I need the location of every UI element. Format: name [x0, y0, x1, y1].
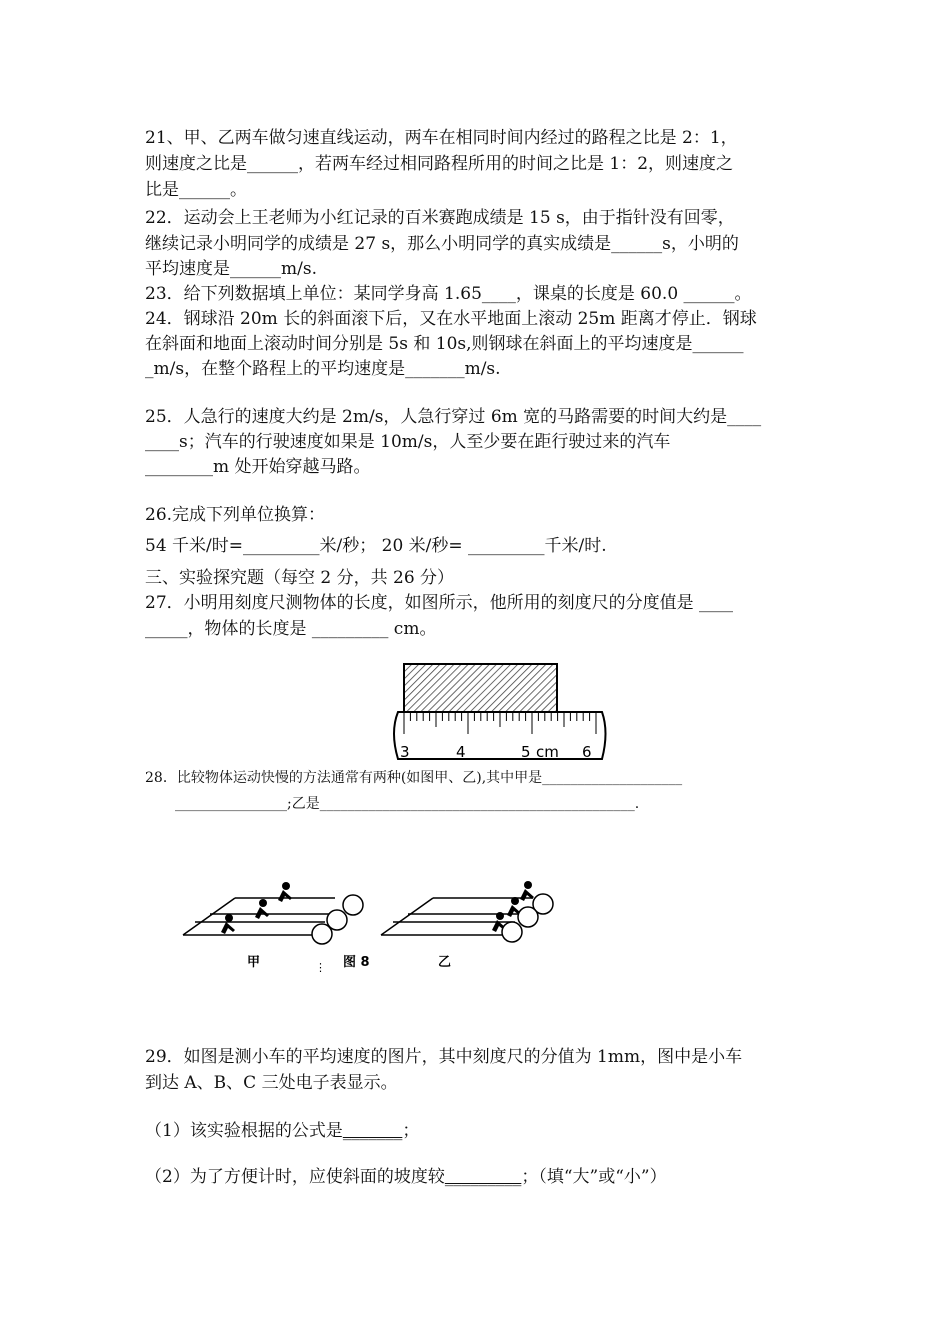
q29-part2-end: ；（填“大”或“小”）: [521, 1167, 667, 1187]
section-heading: 三、实验探究题（每空 2 分，共 26 分）: [145, 568, 455, 588]
q24-line2: 在斜面和地面上滚动时间分别是 5s 和 10s,则钢球在斜面上的平均速度是______: [145, 334, 744, 354]
q29-part2-text: （2）为了方便计时，应使斜面的坡度较: [145, 1167, 445, 1187]
q29-part1: [145, 1120, 419, 1142]
ruler-label-cm: cm: [536, 743, 559, 761]
q24-line3: _m/s，在整个路程上的平均速度是_______m/s.: [145, 359, 501, 379]
q29-part2: [145, 1166, 667, 1188]
figure-dots: ⋮: [315, 961, 326, 974]
q29-line2: 到达 A、B、C 三处电子表显示。: [145, 1073, 398, 1093]
figure-caption: 图 8: [343, 955, 370, 970]
q26-line1: 26.完成下列单位换算：: [145, 505, 326, 525]
ruler-label-3: 3: [400, 743, 410, 761]
q29-part1-end: ；: [402, 1121, 420, 1141]
ruler-label-5: 5: [521, 743, 531, 761]
runners-left: [221, 882, 292, 934]
q23-line1: 23．给下列数据填上单位：某同学身高 1.65____，课桌的长度是 60.0 ______。: [145, 284, 752, 304]
q21-line1: 21、甲、乙两车做匀速直线运动，两车在相同时间内经过的路程之比是 2：1，: [145, 128, 738, 148]
ruler-label-4: 4: [456, 743, 466, 761]
q27-line1: 27．小明用刻度尺测物体的长度，如图所示，他所用的刻度尺的分度值是 ____: [145, 593, 734, 613]
q27-line2: _____，物体的长度是 _________ cm。: [145, 619, 437, 639]
q25-line2: ____s；汽车的行驶速度如果是 10m/s，人至少要在距行驶过来的汽车: [145, 432, 671, 452]
q26-line2: 54 千米/时=_________米/秒； 20 米/秒= _________千米/时.: [145, 536, 607, 556]
ruler-figure: [380, 660, 615, 764]
figure-label-jia: 甲: [247, 955, 261, 970]
clocks-left: [312, 895, 363, 944]
q24-line1: 24．钢球沿 20m 长的斜面滚下后，又在水平地面上滚动 25m 距离才停止．钢球: [145, 309, 757, 329]
q28-line1: 28．比较物体运动快慢的方法通常有两种(如图甲、乙),其中甲是____________________: [145, 770, 683, 786]
clocks-right: [502, 894, 553, 942]
q21-line3: 比是______。: [145, 180, 247, 200]
q22-line1: 22．运动会上王老师为小红记录的百米赛跑成绩是 15 s，由于指针没有回零，: [145, 208, 735, 228]
q21-line2: 则速度之比是______，若两车经过相同路程所用的时间之比是 1：2，则速度之: [145, 154, 734, 174]
q29-part2-blank: _________: [444, 1167, 522, 1187]
q29-line1: 29．如图是测小车的平均速度的图片，其中刻度尺的分值为 1mm，图中是小车: [145, 1047, 743, 1067]
ruler-label-6: 6: [582, 743, 592, 761]
q25-line1: 25．人急行的速度大约是 2m/s，人急行穿过 6m 宽的马路需要的时间大约是____: [145, 407, 762, 427]
q25-line3: ________m 处开始穿越马路。: [145, 457, 371, 477]
q22-line3: 平均速度是______m/s.: [145, 259, 317, 279]
measured-object: [404, 664, 557, 712]
q28-line2: ________________;乙是_____________________________________________.: [175, 796, 640, 812]
figure-label-yi: 乙: [438, 955, 452, 970]
q22-line2: 继续记录小明同学的成绩是 27 s，那么小明同学的真实成绩是______s，小明的: [145, 234, 739, 254]
figure-8: [175, 870, 575, 980]
q29-part1-blank: _______: [342, 1121, 403, 1141]
q29-part1-text: （1）该实验根据的公式是: [145, 1121, 343, 1141]
